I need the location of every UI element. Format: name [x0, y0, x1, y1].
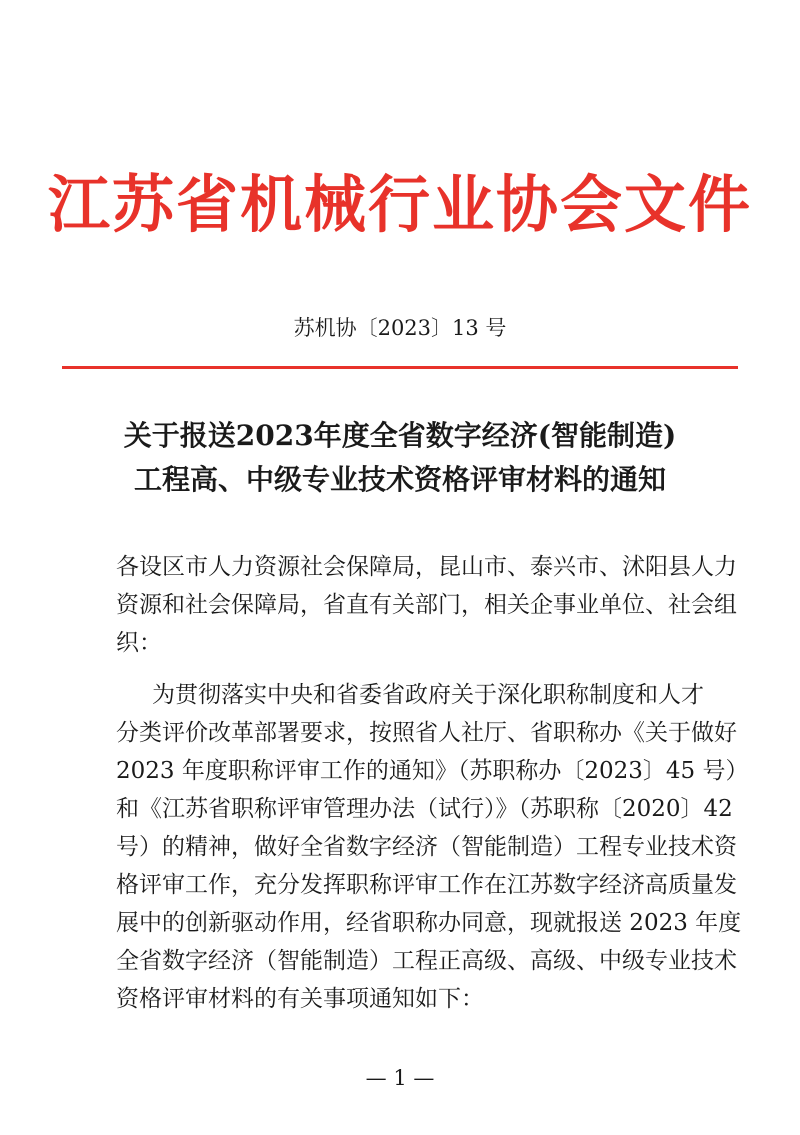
document-number: 苏机协〔2023〕13 号: [293, 316, 507, 340]
body-line: 展中的创新驱动作用，经省职称办同意，现就报送 2023 年度: [116, 910, 742, 936]
body-line: 资格评审材料的有关事项通知如下：: [116, 986, 484, 1012]
page-number: — 1 —: [365, 1066, 435, 1090]
notice-title: [60, 414, 740, 502]
body-line: 2023 年度职称评审工作的通知》（苏职称办〔2023〕45 号）: [116, 758, 749, 784]
salutation-line: 资源和社会保障局，省直有关部门，相关企事业单位、社会组: [116, 592, 737, 618]
red-divider-line: [62, 366, 738, 369]
body-line: 号）的精神，做好全省数字经济（智能制造）工程专业技术资: [116, 834, 737, 860]
body-line: 分类评价改革部署要求，按照省人社厅、省职称办《关于做好: [116, 720, 737, 746]
salutation-line: 各设区市人力资源社会保障局，昆山市、泰兴市、沭阳县人力: [116, 554, 737, 580]
notice-title-line: 关于报送2023年度全省数字经济(智能制造): [123, 419, 677, 452]
notice-title-line: 工程高、中级专业技术资格评审材料的通知: [133, 463, 666, 496]
body-line: 和《江苏省职称评审管理办法（试行）》（苏职称〔2020〕42: [116, 796, 733, 822]
salutation-line: 织：: [116, 630, 162, 656]
notice-body: [116, 548, 749, 1018]
body-line: 为贯彻落实中央和省委省政府关于深化职称制度和人才: [152, 682, 704, 708]
body-line: 全省数字经济（智能制造）工程正高级、高级、中级专业技术: [116, 948, 737, 974]
issuer-header-title: 江苏省机械行业协会文件: [47, 168, 752, 241]
body-line: 格评审工作，充分发挥职称评审工作在江苏数字经济高质量发: [116, 872, 737, 898]
